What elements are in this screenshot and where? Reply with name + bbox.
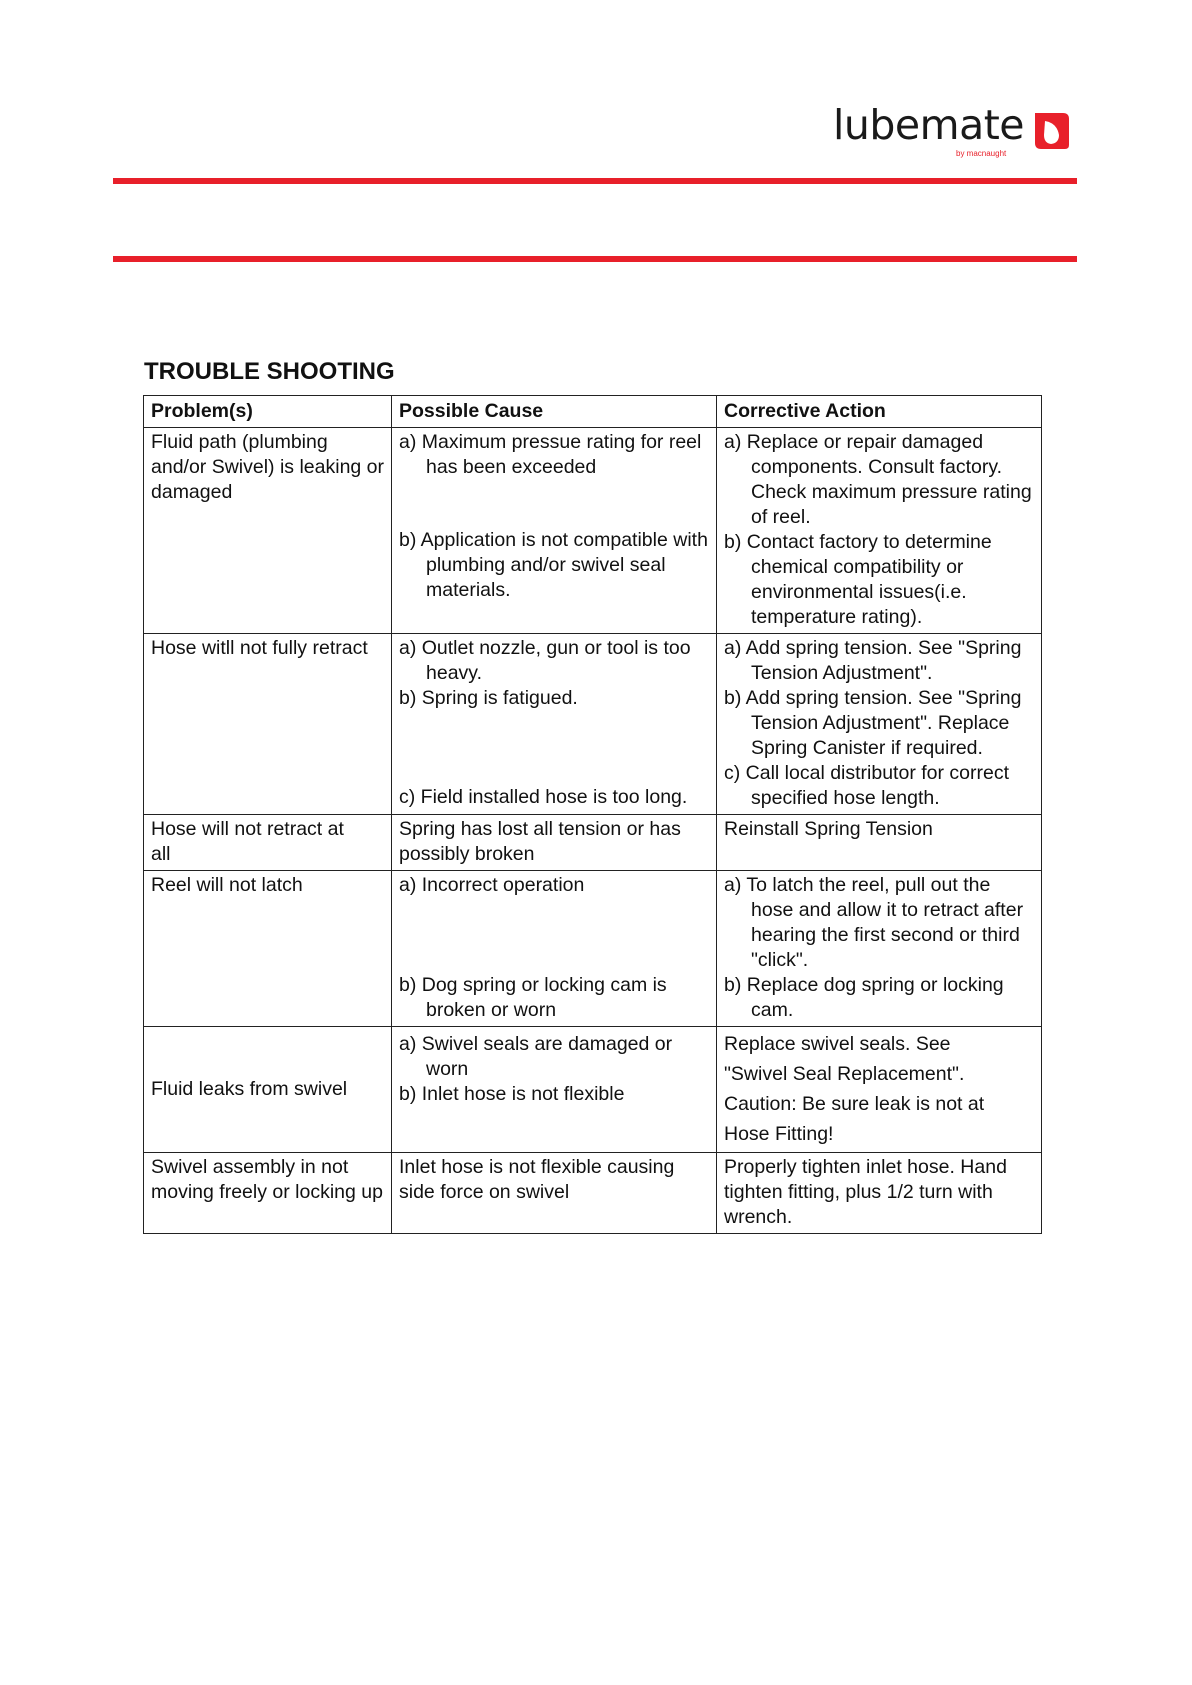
action-cell xyxy=(717,1027,1042,1153)
cause-cell xyxy=(392,1153,717,1234)
action-item: b) Add spring tension. See "Spring Tension Adjustment". Replace Spring Canister if required. xyxy=(724,687,1022,759)
action-item: a) To latch the reel, pull out the hose and allow it to retract after hearing the first second or third "click". xyxy=(724,874,1024,971)
table-row xyxy=(144,1027,1042,1153)
problem-text: Hose witll not fully retract xyxy=(151,637,368,659)
cause-item: Inlet hose is not flexible causing side force on swivel xyxy=(399,1156,675,1203)
cause-item: b) Spring is fatigued. xyxy=(399,687,578,709)
table-row xyxy=(144,871,1042,1027)
header-problem: Problem(s) xyxy=(144,396,392,428)
header-corrective-action: Corrective Action xyxy=(717,396,1042,428)
problem-text: Fluid leaks from swivel xyxy=(151,1077,348,1100)
action-cell xyxy=(717,815,1042,871)
table-row xyxy=(144,815,1042,871)
logo-wordmark: lubemate xyxy=(833,101,1024,149)
table-row xyxy=(144,1153,1042,1234)
action-item: Reinstall Spring Tension xyxy=(724,818,933,840)
cause-item: b) Inlet hose is not flexible xyxy=(399,1083,625,1105)
logo-subtext: by macnaught xyxy=(956,149,1007,158)
action-cell xyxy=(717,871,1042,1027)
problem-text: Reel will not latch xyxy=(151,874,303,896)
problem-cell xyxy=(144,1153,392,1234)
cause-item: c) Field installed hose is too long. xyxy=(399,786,688,808)
action-item: a) Add spring tension. See "Spring Tension Adjustment". xyxy=(724,637,1022,684)
cause-item: a) Maximum pressue rating for reel has been exceeded xyxy=(399,431,702,478)
action-item: Hose Fitting! xyxy=(724,1123,834,1145)
cause-cell xyxy=(392,1027,717,1153)
cause-cell xyxy=(392,634,717,815)
header-rule-top xyxy=(113,178,1077,184)
problem-cell xyxy=(144,1027,392,1153)
action-item: Properly tighten inlet hose. Hand tighten fitting, plus 1/2 turn with wrench. xyxy=(724,1156,1007,1228)
lubemate-logo xyxy=(833,101,1073,163)
problem-cell xyxy=(144,634,392,815)
action-cell xyxy=(717,428,1042,634)
table-row xyxy=(144,634,1042,815)
header-possible-cause: Possible Cause xyxy=(392,396,717,428)
cause-item: b) Dog spring or locking cam is broken or worn xyxy=(399,974,667,1021)
action-item: c) Call local distributor for correct specified hose length. xyxy=(724,762,1009,809)
action-cell xyxy=(717,1153,1042,1234)
logo-drop-icon xyxy=(1031,107,1073,151)
cause-item: a) Outlet nozzle, gun or tool is too heavy. xyxy=(399,637,691,684)
cause-item: b) Application is not compatible with plumbing and/or swivel seal materials. xyxy=(399,529,708,601)
table-header-row xyxy=(144,396,1042,428)
table-row xyxy=(144,428,1042,634)
cause-item: a) Incorrect operation xyxy=(399,874,585,896)
problem-text: Swivel assembly in not moving freely or locking up xyxy=(151,1156,383,1203)
problem-text: Fluid path (plumbing and/or Swivel) is leaking or damaged xyxy=(151,431,385,503)
problem-cell xyxy=(144,871,392,1027)
problem-text: Hose will not retract at all xyxy=(151,818,344,865)
action-item: Replace swivel seals. See xyxy=(724,1033,951,1055)
action-item: "Swivel Seal Replacement". xyxy=(724,1063,965,1085)
cause-cell xyxy=(392,871,717,1027)
cause-cell xyxy=(392,428,717,634)
cause-item: Spring has lost all tension or has possibly broken xyxy=(399,818,681,865)
cause-item: a) Swivel seals are damaged or worn xyxy=(399,1033,673,1080)
problem-cell xyxy=(144,428,392,634)
action-item: b) Replace dog spring or locking cam. xyxy=(724,974,1004,1021)
action-cell xyxy=(717,634,1042,815)
action-item: b) Contact factory to determine chemical compatibility or environmental issues(i.e. temperature rating). xyxy=(724,531,992,628)
action-item: Caution: Be sure leak is not at xyxy=(724,1093,985,1115)
section-title: TROUBLE SHOOTING xyxy=(144,358,395,385)
troubleshooting-table xyxy=(143,395,1042,1234)
action-item: a) Replace or repair damaged components. Consult factory. Check maximum pressure rating of reel. xyxy=(724,431,1032,528)
cause-cell xyxy=(392,815,717,871)
problem-cell xyxy=(144,815,392,871)
header-rule-bottom xyxy=(113,256,1077,262)
